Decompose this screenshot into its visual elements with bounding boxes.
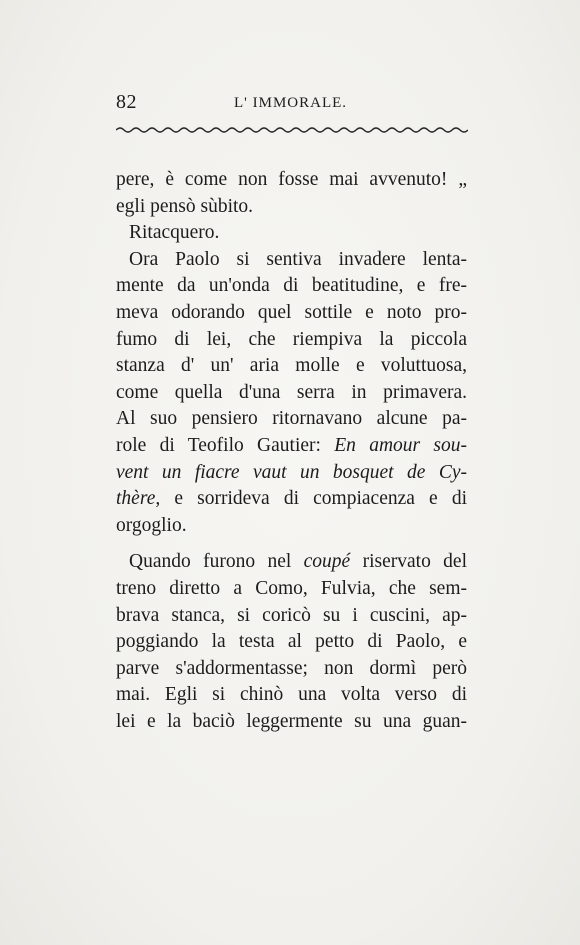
text-line: lei e la baciò leggermente su una guan-: [116, 710, 467, 732]
text-line: mai. Egli si chinò una volta verso di: [116, 684, 467, 706]
text-line: [116, 460, 467, 487]
text-run: Quando furono nel: [129, 551, 292, 573]
running-title: L' IMMORALE.: [234, 95, 348, 111]
italic-run: vent un fiacre vaut un bosquet de Cy-: [116, 461, 467, 483]
text-line: mente da un'onda di beatitudine, e fre-: [116, 275, 467, 297]
text-line: Ritacquero.: [129, 222, 220, 244]
ornamental-rule: [116, 126, 468, 134]
page-number: 82: [116, 91, 137, 113]
text-line: meva odorando quel sottile e noto pro-: [116, 301, 467, 323]
page-header: [116, 91, 468, 121]
text-line: fumo di lei, che riempiva la piccola: [116, 328, 467, 350]
text-line: orgoglio.: [116, 514, 187, 536]
italic-run: coupé: [303, 551, 351, 573]
text-line: [116, 549, 467, 576]
text-line: come quella d'una serra in primavera.: [116, 381, 467, 403]
paragraph-gap: [116, 539, 467, 549]
text-run: riservato del: [362, 551, 468, 573]
text-line: stanza d' un' aria molle e voluttuosa,: [116, 355, 467, 377]
text-line: egli pensò sùbito.: [116, 195, 254, 217]
text-line: poggiando la testa al petto di Paolo, e: [116, 631, 467, 653]
text-run: role di Teofilo Gautier:: [116, 434, 321, 456]
text-line: [116, 433, 467, 460]
text-line: treno diretto a Como, Fulvia, che sem-: [116, 577, 467, 599]
text-line: Ora Paolo si sentiva invadere lenta-: [129, 248, 467, 270]
italic-run: thère,: [116, 488, 161, 510]
text-line: pere, è come non fosse mai avvenuto! „: [116, 169, 467, 190]
text-line: Al suo pensiero ritornavano alcune pa-: [116, 408, 467, 430]
text-line: [116, 486, 467, 513]
body-text: [116, 167, 467, 735]
text-run: e sorrideva di compiacenza e di: [174, 488, 468, 510]
text-line: brava stanca, si coricò su i cuscini, ap-: [116, 604, 467, 626]
text-line: parve s'addormentasse; non dormì però: [116, 657, 467, 679]
italic-run: En amour sou-: [334, 434, 468, 456]
